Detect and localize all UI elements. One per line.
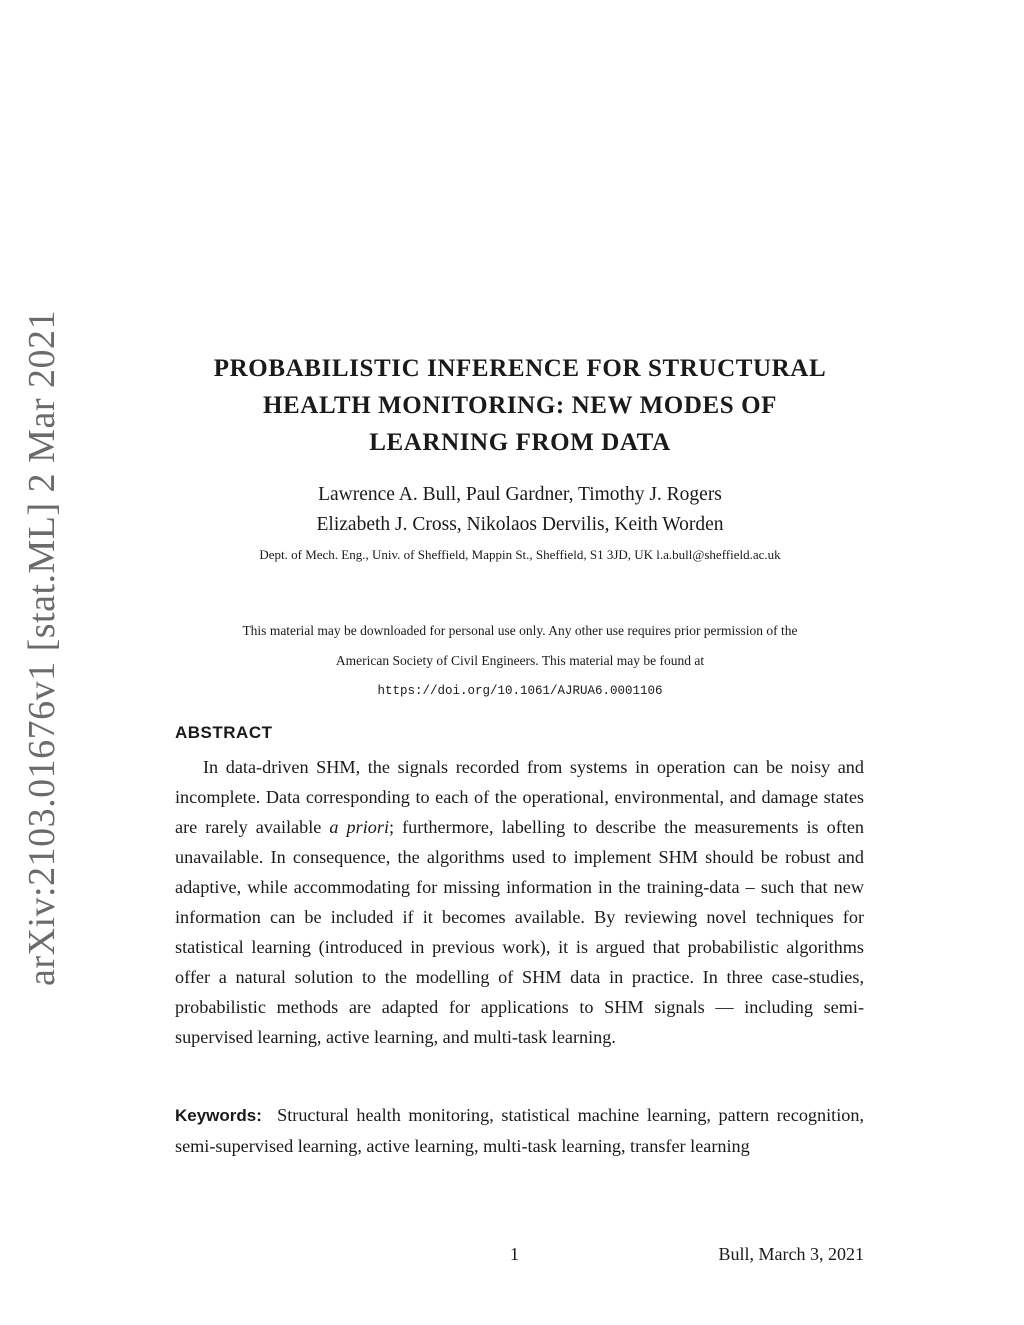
title-line-1: PROBABILISTIC INFERENCE FOR STRUCTURAL bbox=[213, 355, 827, 382]
authors-line-2: Elizabeth J. Cross, Nikolaos Dervilis, Keith Worden bbox=[316, 514, 724, 535]
keywords-text: Structural health monitoring, statistical machine learning, pattern recognition, semi-supervised learning, active learning, multi-task learning, transfer learning bbox=[175, 1105, 865, 1156]
authors-line-1: Lawrence A. Bull, Paul Gardner, Timothy J. Rogers bbox=[318, 484, 722, 505]
paper-title bbox=[150, 350, 890, 461]
author-list bbox=[150, 480, 890, 540]
abstract-body bbox=[175, 752, 864, 1052]
running-footer: Bull, March 3, 2021 bbox=[718, 1244, 864, 1264]
abstract-heading: ABSTRACT bbox=[175, 723, 273, 742]
title-line-2: HEALTH MONITORING: NEW MODES OF bbox=[262, 392, 778, 419]
arxiv-id-text: arXiv:2103.01676v1 [stat.ML] 2 Mar 2021 bbox=[21, 310, 63, 986]
abstract-text-part-2: ; furthermore, labelling to describe the measurements is often unavailable. In consequence, the algorithms used to implement SHM should be robust and adaptive, while accommodating for missing information in the training-data – such that new information can be included if it becomes available. By reviewing novel techniques for statistical learning (introduced in previous work), it is argued that probabilistic algorithms offer a natural solution to the modelling of SHM data in practice. In three case-studies, probabilistic methods are adapted for applications to SHM signals — including semi-supervised learning, active learning, and multi-task learning. bbox=[175, 817, 865, 1047]
affiliation: Dept. of Mech. Eng., Univ. of Sheffield, Mappin St., Sheffield, S1 3JD, UK l.a.bull@sheffield.ac.uk bbox=[259, 547, 781, 562]
page-number: 1 bbox=[510, 1244, 519, 1264]
keywords-label: Keywords: bbox=[175, 1106, 262, 1125]
notice-line-2: American Society of Civil Engineers. This material may be found at bbox=[335, 653, 705, 668]
keywords-section bbox=[175, 1100, 864, 1161]
abstract-text-part-1: In data-driven SHM, the signals recorded from systems in operation can be noisy and incomplete. Data corresponding to each of the operational, environmental, and damage states are rarely available bbox=[175, 757, 864, 837]
copyright-notice bbox=[150, 616, 890, 706]
title-line-3: LEARNING FROM DATA bbox=[369, 429, 671, 456]
notice-line-1: This material may be downloaded for personal use only. Any other use requires prior permission of the bbox=[242, 623, 798, 638]
doi-link[interactable]: https://doi.org/10.1061/AJRUA6.0001106 bbox=[377, 684, 663, 698]
abstract-italic-a-priori: a priori bbox=[329, 817, 390, 837]
